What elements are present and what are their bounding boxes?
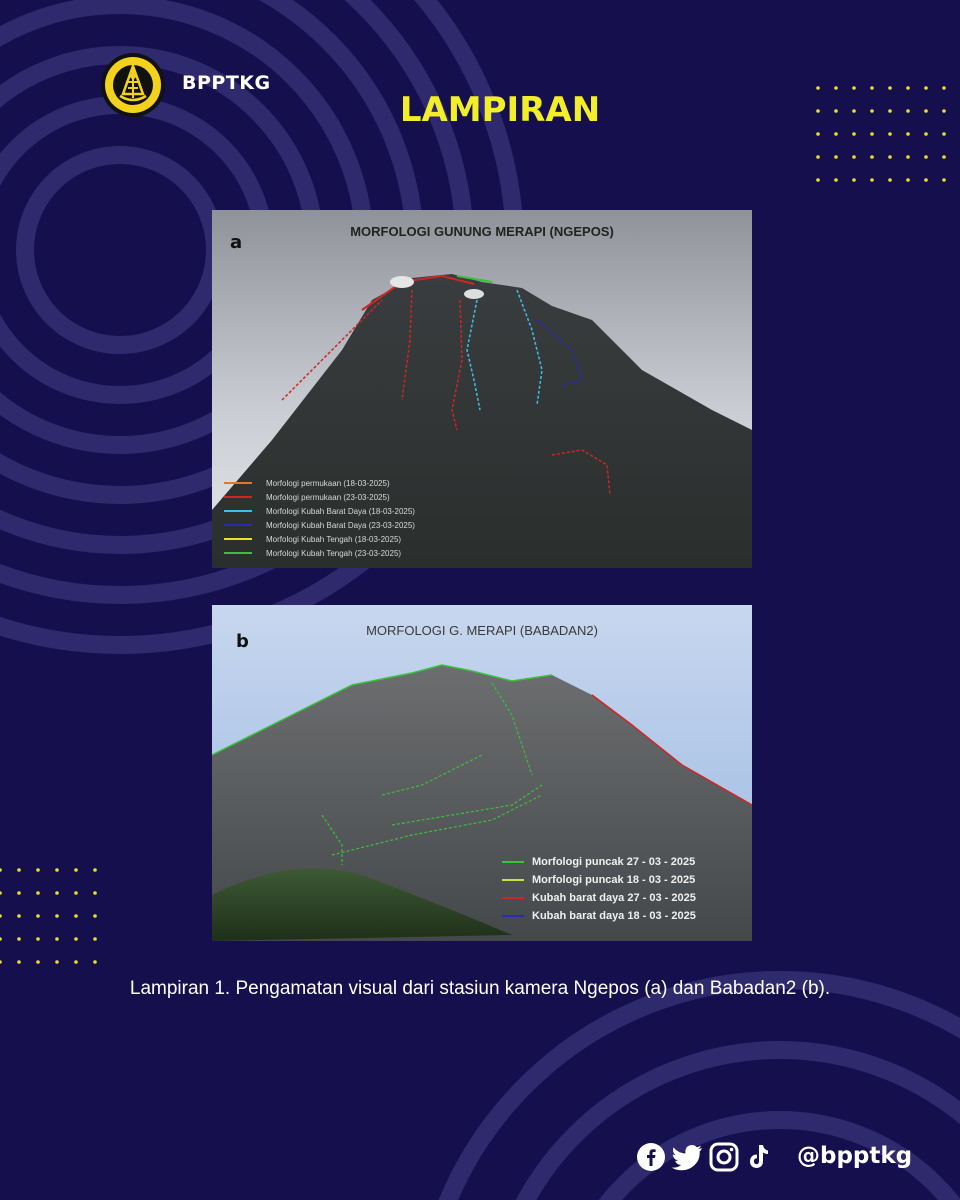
decorative-dot <box>870 178 874 182</box>
decorative-dot <box>0 868 2 872</box>
decorative-dot <box>36 960 40 964</box>
legend-label: Kubah barat daya 18 - 03 - 2025 <box>532 910 696 922</box>
legend-label: Kubah barat daya 27 - 03 - 2025 <box>532 892 696 904</box>
decorative-dot <box>888 132 892 136</box>
decorative-dot <box>942 132 946 136</box>
decorative-dot <box>888 155 892 159</box>
twitter-icon[interactable] <box>670 1142 704 1172</box>
decorative-dot <box>74 891 78 895</box>
decorative-dot <box>0 891 2 895</box>
legend-item <box>224 490 415 504</box>
dot-grid-left <box>0 868 97 964</box>
legend-label: Morfologi puncak 27 - 03 - 2025 <box>532 856 696 868</box>
decorative-dot <box>834 155 838 159</box>
legend-item <box>224 476 415 490</box>
decorative-dot <box>834 132 838 136</box>
photo-b-title: MORFOLOGI G. MERAPI (BABADAN2) <box>366 623 598 638</box>
decorative-dot <box>74 960 78 964</box>
decorative-dot <box>816 132 820 136</box>
legend-item <box>224 504 415 518</box>
decorative-dot <box>906 132 910 136</box>
legend-swatch <box>224 510 252 512</box>
decorative-dot <box>0 914 2 918</box>
social-icons <box>636 1138 772 1176</box>
decorative-dot <box>924 178 928 182</box>
decorative-dot <box>0 937 2 941</box>
decorative-dot <box>942 178 946 182</box>
brand-name: BPPTKG <box>182 72 271 94</box>
instagram-icon[interactable] <box>708 1141 740 1173</box>
decorative-dot <box>906 178 910 182</box>
legend-label: Morfologi Kubah Barat Daya (23-03-2025) <box>266 520 415 530</box>
legend-item <box>224 518 415 532</box>
figure-caption: Lampiran 1. Pengamatan visual dari stasiun kamera Ngepos (a) dan Babadan2 (b). <box>129 978 831 999</box>
decorative-dot <box>870 155 874 159</box>
panel-letter-b: b <box>236 631 249 652</box>
decorative-dot <box>93 868 97 872</box>
facebook-icon[interactable] <box>636 1142 666 1172</box>
decorative-dot <box>870 132 874 136</box>
decorative-dot <box>55 960 59 964</box>
decorative-dot <box>852 132 856 136</box>
legend-item <box>224 546 415 560</box>
decorative-dot <box>55 891 59 895</box>
legend-swatch <box>502 915 524 917</box>
decorative-dot <box>74 868 78 872</box>
decorative-dot <box>93 914 97 918</box>
decorative-dot <box>36 891 40 895</box>
legend-swatch <box>224 496 252 498</box>
legend-item <box>502 853 696 871</box>
legend-label: Morfologi Kubah Tengah (18-03-2025) <box>266 534 402 544</box>
decorative-dot <box>55 937 59 941</box>
decorative-dot <box>17 914 21 918</box>
decorative-dot <box>36 914 40 918</box>
decorative-dot <box>888 178 892 182</box>
decorative-dot <box>924 155 928 159</box>
decorative-dot <box>816 178 820 182</box>
legend-swatch <box>224 482 252 484</box>
photo-ngepos <box>212 210 752 568</box>
legend-swatch <box>502 861 524 863</box>
legend-item <box>502 907 696 925</box>
legend-swatch <box>502 879 524 881</box>
decorative-dot <box>17 868 21 872</box>
tiktok-icon[interactable] <box>746 1142 772 1172</box>
decorative-dot <box>17 891 21 895</box>
decorative-dot <box>93 937 97 941</box>
legend-b <box>502 853 696 925</box>
social-handle[interactable]: @bpptkg <box>797 1143 913 1169</box>
decorative-dot <box>942 155 946 159</box>
photo-a-title: MORFOLOGI GUNUNG MERAPI (NGEPOS) <box>350 224 614 239</box>
decorative-dot <box>0 960 2 964</box>
legend-label: Morfologi permukaan (18-03-2025) <box>266 478 390 488</box>
page-title: LAMPIRAN <box>399 90 601 130</box>
legend-label: Morfologi Kubah Barat Daya (18-03-2025) <box>266 506 415 516</box>
decorative-dot <box>852 155 856 159</box>
decorative-dot <box>55 914 59 918</box>
decorative-dot <box>93 960 97 964</box>
decorative-dot <box>924 132 928 136</box>
decorative-dot <box>55 868 59 872</box>
decorative-dot <box>74 937 78 941</box>
decorative-dot <box>93 891 97 895</box>
decorative-dot <box>834 178 838 182</box>
decorative-dot <box>74 914 78 918</box>
decorative-dot <box>852 178 856 182</box>
legend-swatch <box>502 897 524 899</box>
legend-label: Morfologi puncak 18 - 03 - 2025 <box>532 874 696 886</box>
decorative-dot <box>906 155 910 159</box>
legend-label: Morfologi permukaan (23-03-2025) <box>266 492 390 502</box>
legend-swatch <box>224 524 252 526</box>
panel-letter-a: a <box>230 232 243 253</box>
legend-item <box>224 532 415 546</box>
decorative-dot <box>36 868 40 872</box>
decorative-dot <box>17 937 21 941</box>
legend-item <box>502 889 696 907</box>
decorative-dot <box>17 960 21 964</box>
decorative-dot <box>36 937 40 941</box>
legend-swatch <box>224 538 252 540</box>
photo-babadan2 <box>212 605 752 941</box>
decorative-dot <box>816 155 820 159</box>
legend-item <box>502 871 696 889</box>
legend-label: Morfologi Kubah Tengah (23-03-2025) <box>266 548 402 558</box>
legend-swatch <box>224 552 252 554</box>
legend-a <box>224 476 415 560</box>
